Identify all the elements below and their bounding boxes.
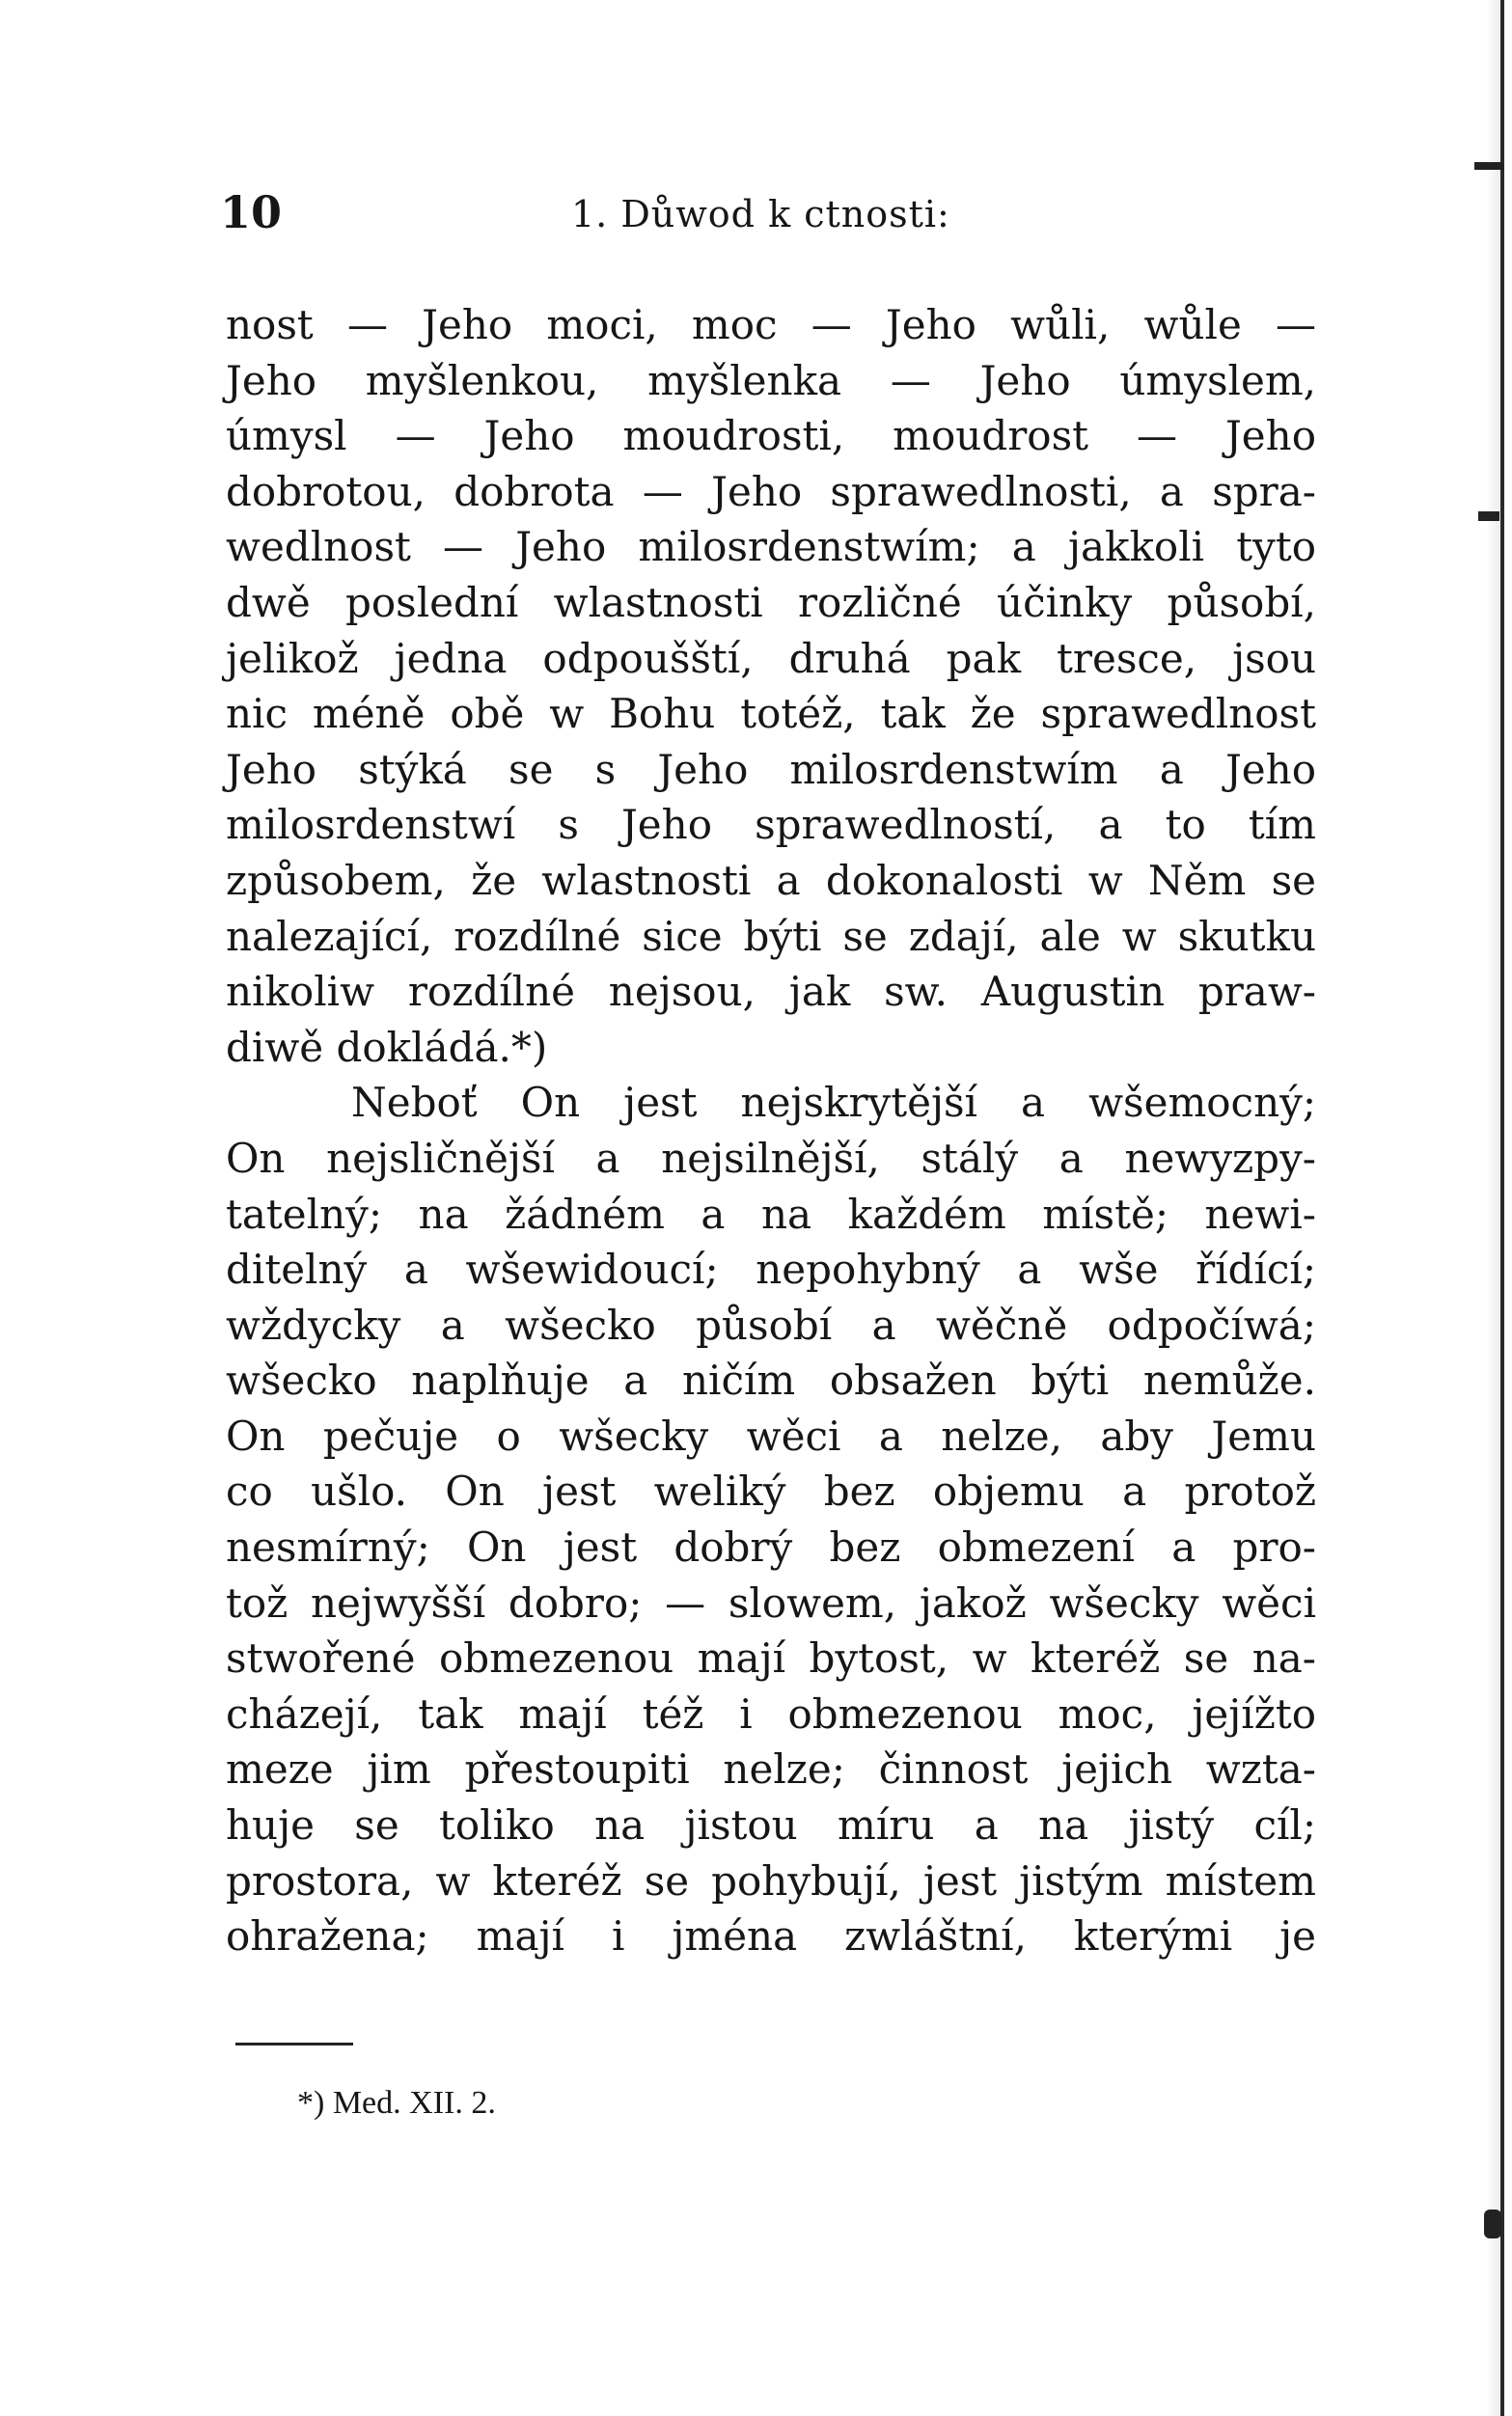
text-line: wšecko naplňuje a ničím obsažen býti nemůže. xyxy=(226,1357,1316,1405)
text-line: On nejsličnější a nejsilnější, stálý a newyzpy- xyxy=(226,1134,1316,1182)
text-line: ditelný a wšewidoucí; nepohybný a wše řídící; xyxy=(226,1246,1316,1294)
text-line: tatelný; na žádném a na každém místě; newi- xyxy=(226,1190,1316,1238)
text-line: Neboť On jest nejskrytější a wšemocný; xyxy=(351,1079,1316,1127)
text-line: nic méně obě w Bohu totéž, tak že sprawedlnost xyxy=(226,690,1316,738)
text-line: diwě dokládá.*) xyxy=(226,1023,548,1071)
text-line: wedlnost — Jeho milosrdenstwím; a jakkoli tyto xyxy=(226,523,1316,571)
text-line: nikoliw rozdílné nejsou, jak sw. Augustin praw- xyxy=(226,968,1316,1016)
edge-mark-middle xyxy=(1478,511,1499,521)
body-text xyxy=(226,297,1316,1964)
binding-edge-line xyxy=(1500,0,1504,2416)
page-edge-shadow xyxy=(1486,0,1500,2416)
text-line: Jeho myšlenkou, myšlenka — Jeho úmyslem, xyxy=(226,356,1316,404)
footnote: *) Med. XII. 2. xyxy=(297,2085,496,2121)
page-number: 10 xyxy=(220,186,283,238)
text-line: nesmírný; On jest dobrý bez obmezení a pro- xyxy=(226,1524,1316,1572)
footnote-rule xyxy=(235,2043,353,2045)
text-line: dobrotou, dobrota — Jeho sprawedlnosti, a spra- xyxy=(226,467,1316,515)
text-line: meze jim přestoupiti nelze; činnost jejich wzta- xyxy=(226,1745,1316,1794)
text-line: způsobem, že wlastnosti a dokonalosti w Něm se xyxy=(226,856,1316,904)
text-line: nalezající, rozdílné sice býti se zdají, ale w skutku xyxy=(226,912,1316,960)
text-line: úmysl — Jeho moudrosti, moudrost — Jeho xyxy=(226,412,1316,460)
text-line: nost — Jeho moci, moc — Jeho wůli, wůle — xyxy=(226,301,1316,348)
text-line: dwě poslední wlastnosti rozličné účinky působí, xyxy=(226,578,1316,626)
text-line: ohražena; mají i jména zwláštní, kterými je xyxy=(226,1912,1316,1961)
text-line: jelikož jedna odpoušští, druhá pak tresce, jsou xyxy=(226,634,1316,682)
text-line: stwořené obmezenou mají bytost, w kteréž se na- xyxy=(226,1634,1316,1683)
text-line: tož nejwyšší dobro; — slowem, jakož wšecky wěci xyxy=(226,1579,1316,1627)
text-line: prostora, w kteréž se pohybují, jest jistým místem xyxy=(226,1856,1316,1905)
text-line: huje se toliko na jistou míru a na jistý cíl; xyxy=(226,1801,1316,1850)
edge-mark-top xyxy=(1474,162,1503,170)
text-line: cházejí, tak mají též i obmezenou moc, jejížto xyxy=(226,1689,1316,1738)
text-line: milosrdenstwí s Jeho sprawedlností, a to tím xyxy=(226,801,1316,849)
text-line: wždycky a wšecko působí a wěčně odpočíwá; xyxy=(226,1301,1316,1349)
running-head: 1. Důwod k ctnosti: xyxy=(571,193,950,235)
page-header xyxy=(220,183,1328,241)
text-line: co ušlo. On jest weliký bez objemu a protož xyxy=(226,1468,1316,1516)
text-line: Jeho stýká se s Jeho milosrdenstwím a Jeho xyxy=(226,745,1316,793)
text-line: On pečuje o wšecky wěci a nelze, aby Jemu xyxy=(226,1412,1316,1460)
edge-mark-bottom xyxy=(1484,2210,1501,2238)
